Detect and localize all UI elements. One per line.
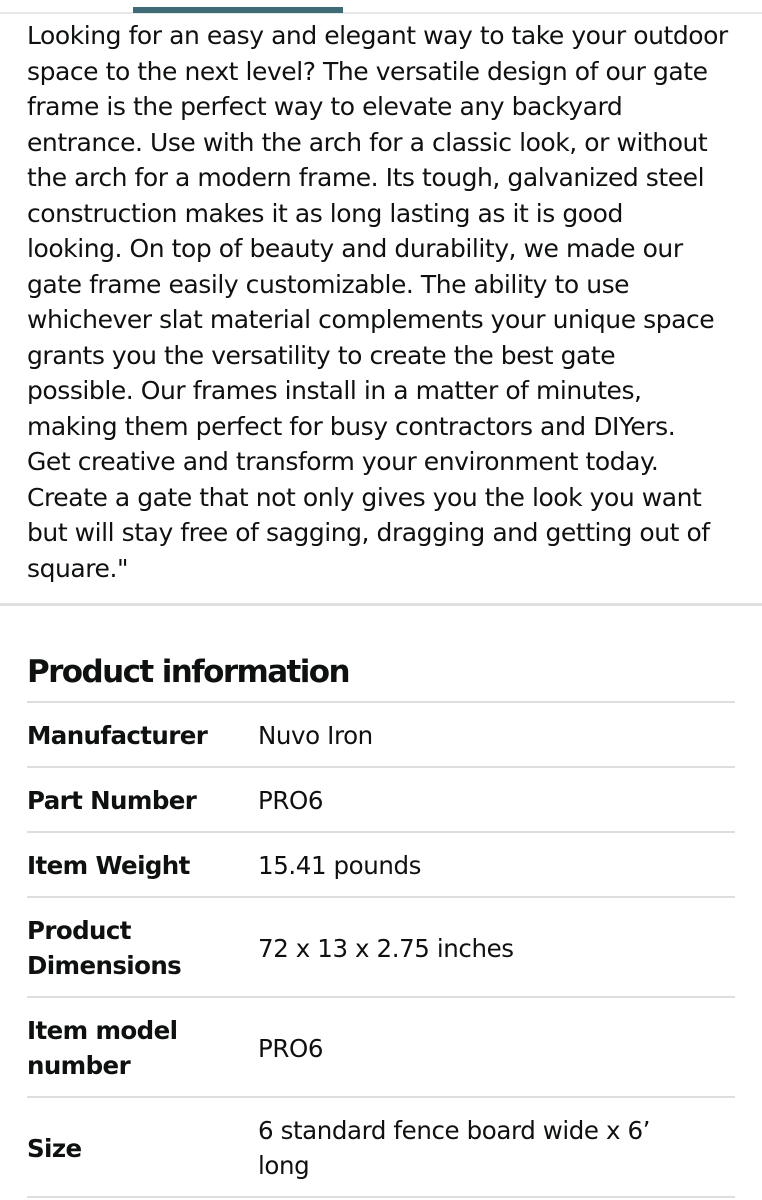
table-row-manufacturer [27,702,735,767]
row-label: Item Weight [27,851,190,880]
table-row-item-weight [27,832,735,897]
row-value: 6 standard fence board wide x 6’ long [258,1116,651,1180]
row-label: Manufacturer [27,721,208,750]
row-label: Part Number [27,786,197,815]
table-row-item-model-number [27,997,735,1097]
row-value: 72 x 13 x 2.75 inches [258,933,514,963]
top-toolbar-strip [0,0,762,14]
scroll-position-indicator [133,7,343,13]
section-divider [0,603,762,606]
table-row-size [27,1097,735,1197]
table-row-product-dimensions [27,897,735,997]
table-row-part-number [27,767,735,832]
product-description-text: Looking for an easy and elegant way to take your outdoor space to the next level? The versatile design of our gate frame is the perfect way to elevate any backyard entrance. Use with the arch for a classic look, or without the arch for a modern frame. Its tough, galvanized steel construction makes it as long lasting as it is good looking. On top of beauty and durability, we made our gate frame easily customizable. The ability to use whichever slat material complements your unique space grants you the versatility to create the best gate possible. Our frames install in a matter of minutes, making them perfect for busy contractors and DIYers. Get creative and transform your environment today. Create a gate that not only gives you the look you want but will stay free of sagging, dragging and getting out of square." [27,21,728,583]
row-value: PRO6 [258,1033,324,1063]
row-value: 15.41 pounds [258,851,422,880]
product-information-table [27,701,735,1198]
row-value: PRO6 [258,786,324,815]
row-label: Item model number [27,1016,178,1080]
product-information-heading: Product information [27,654,349,690]
row-value: Nuvo Iron [258,721,373,750]
row-label: Product Dimensions [27,916,182,980]
row-label: Size [27,1133,82,1163]
